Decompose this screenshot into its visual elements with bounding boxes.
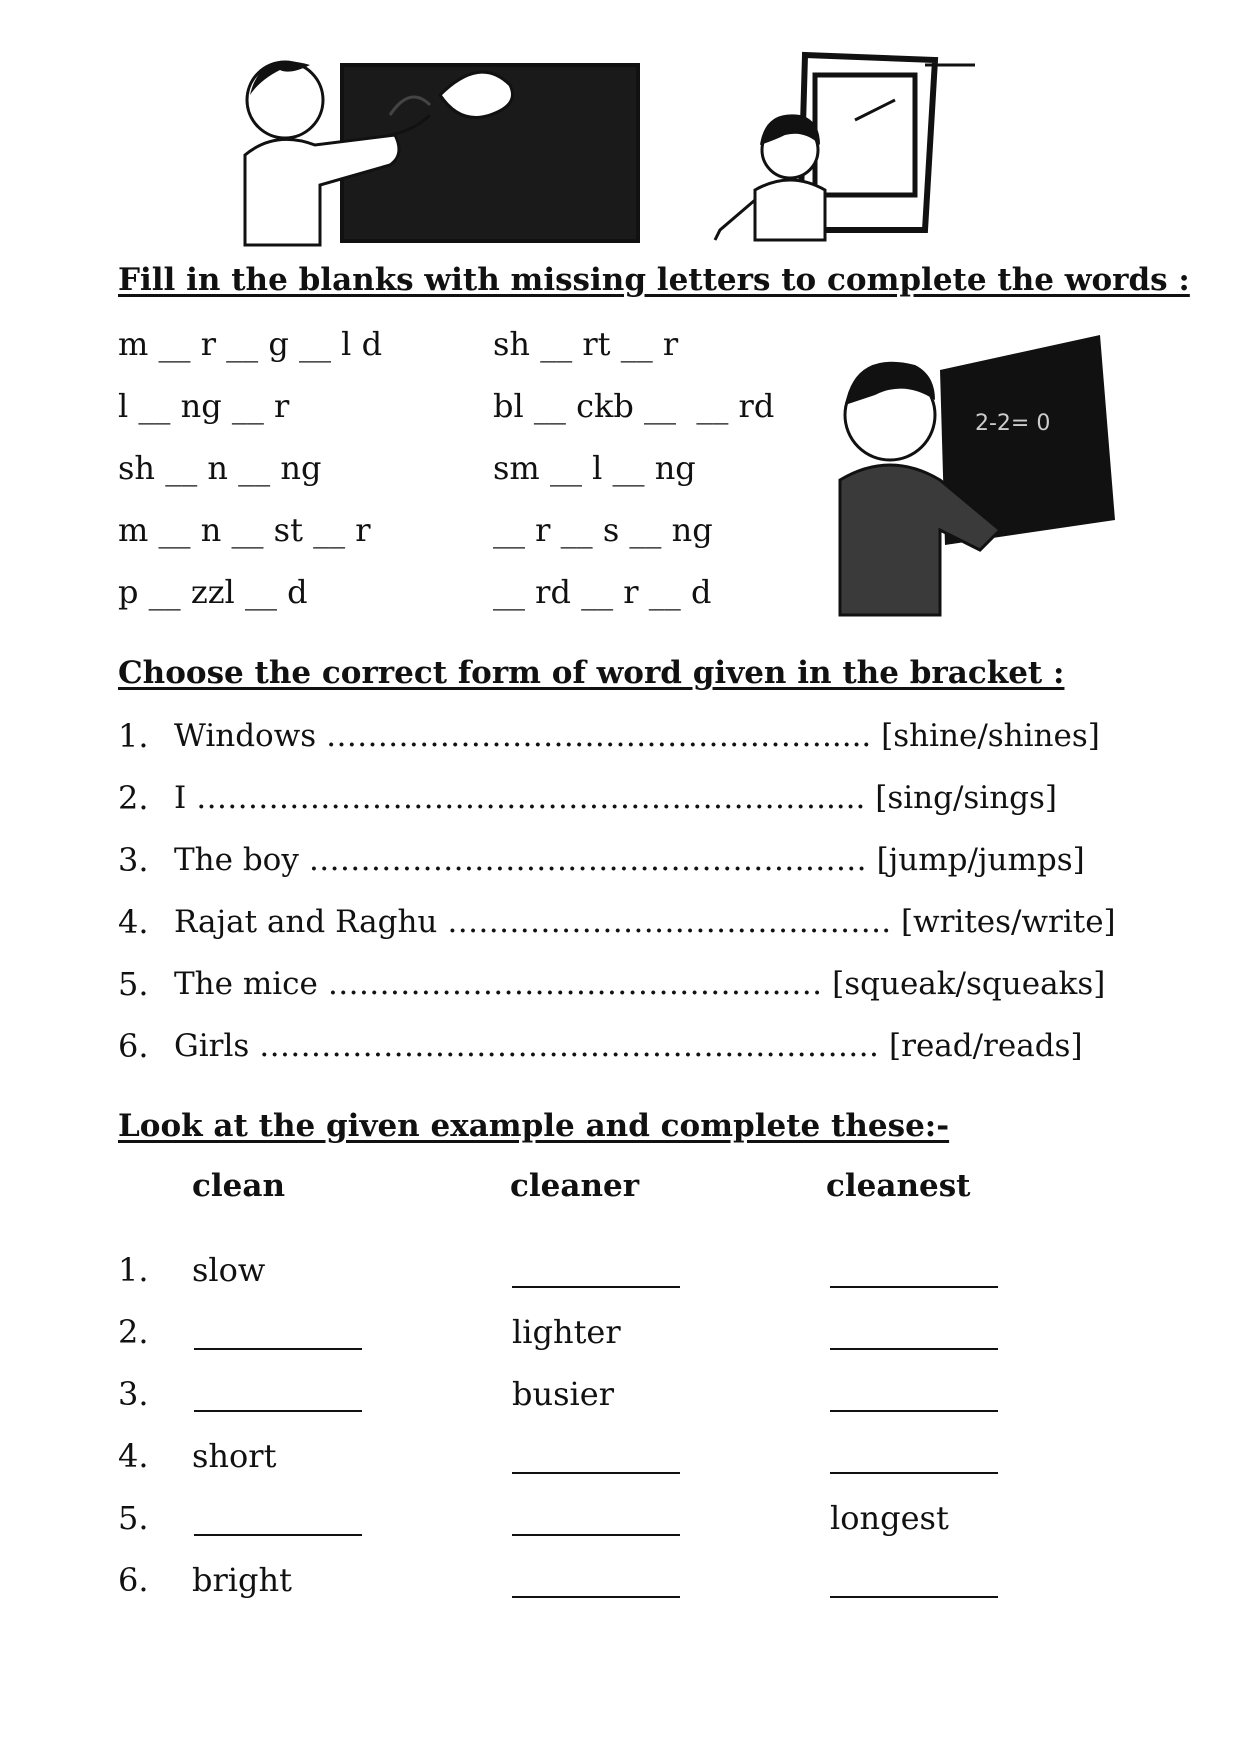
compare-row-number: 6. — [118, 1561, 149, 1599]
choose-item-number: 1. — [118, 717, 149, 755]
choose-item-number: 5. — [118, 965, 149, 1003]
answer-blank[interactable] — [830, 1442, 998, 1478]
answer-blank[interactable] — [830, 1380, 998, 1416]
compare-cell-comparative: busier — [512, 1375, 614, 1413]
boy-cleaning-blackboard-illustration — [240, 55, 650, 255]
choose-item-text: Rajat and Raghu ……………………………………. [writes/write] — [174, 904, 1116, 940]
choose-item-number: 6. — [118, 1027, 149, 1065]
fill-word-right-4: __ r __ s __ ng — [493, 511, 713, 549]
compare-row-number: 1. — [118, 1251, 149, 1289]
answer-blank[interactable] — [512, 1504, 680, 1540]
compare-row-number: 5. — [118, 1499, 149, 1537]
fill-word-left-5: p __ zzl __ d — [118, 573, 308, 611]
choose-item-text: I ……………………………………………………..... [sing/sings] — [174, 780, 1058, 816]
fill-word-right-1: sh __ rt __ r — [493, 325, 679, 363]
answer-blank[interactable] — [512, 1442, 680, 1478]
fill-word-left-1: m __ r __ g __ l d — [118, 325, 383, 363]
fill-word-left-2: l __ ng __ r — [118, 387, 290, 425]
answer-blank[interactable] — [194, 1318, 362, 1354]
compare-row-number: 2. — [118, 1313, 149, 1351]
compare-heading: Look at the given example and complete these:- — [118, 1108, 950, 1144]
choose-form-heading: Choose the correct form of word given in the bracket : — [118, 655, 1065, 691]
compare-cell-superlative: longest — [830, 1499, 949, 1537]
answer-blank[interactable] — [830, 1566, 998, 1602]
svg-text:2-2= 0: 2-2= 0 — [975, 411, 1051, 436]
compare-row-number: 3. — [118, 1375, 149, 1413]
answer-blank[interactable] — [194, 1380, 362, 1416]
choose-item-text: The mice ……………………………………...… [squeak/squeaks] — [174, 966, 1106, 1002]
compare-cell-comparative: lighter — [512, 1313, 621, 1351]
boy-carrying-blackboard-illustration — [820, 330, 1120, 620]
girl-at-door-illustration — [695, 50, 985, 250]
fill-word-right-2: bl __ ckb __ __ rd — [493, 387, 775, 425]
answer-blank[interactable] — [512, 1256, 680, 1292]
fill-word-right-5: __ rd __ r __ d — [493, 573, 712, 611]
choose-item-text: Girls …………………………………………………… [read/reads] — [174, 1028, 1083, 1064]
answer-blank[interactable] — [512, 1566, 680, 1602]
compare-row-number: 4. — [118, 1437, 149, 1475]
column-header-cleaner: cleaner — [510, 1168, 640, 1204]
answer-blank[interactable] — [830, 1318, 998, 1354]
compare-cell-base: slow — [192, 1251, 266, 1289]
fill-blanks-heading: Fill in the blanks with missing letters to complete the words : — [118, 262, 1190, 298]
column-header-clean: clean — [192, 1168, 285, 1204]
choose-item-number: 2. — [118, 779, 149, 817]
choose-item-text: Windows …………………………………………..... [shine/shines] — [174, 718, 1100, 754]
fill-word-left-4: m __ n __ st __ r — [118, 511, 371, 549]
choose-item-number: 4. — [118, 903, 149, 941]
fill-word-left-3: sh __ n __ ng — [118, 449, 322, 487]
column-header-cleanest: cleanest — [826, 1168, 971, 1204]
choose-item-text: The boy ……………………………………………… [jump/jumps] — [174, 842, 1085, 878]
answer-blank[interactable] — [830, 1256, 998, 1292]
choose-item-number: 3. — [118, 841, 149, 879]
fill-word-right-3: sm __ l __ ng — [493, 449, 696, 487]
answer-blank[interactable] — [194, 1504, 362, 1540]
compare-cell-base: bright — [192, 1561, 292, 1599]
compare-cell-base: short — [192, 1437, 277, 1475]
